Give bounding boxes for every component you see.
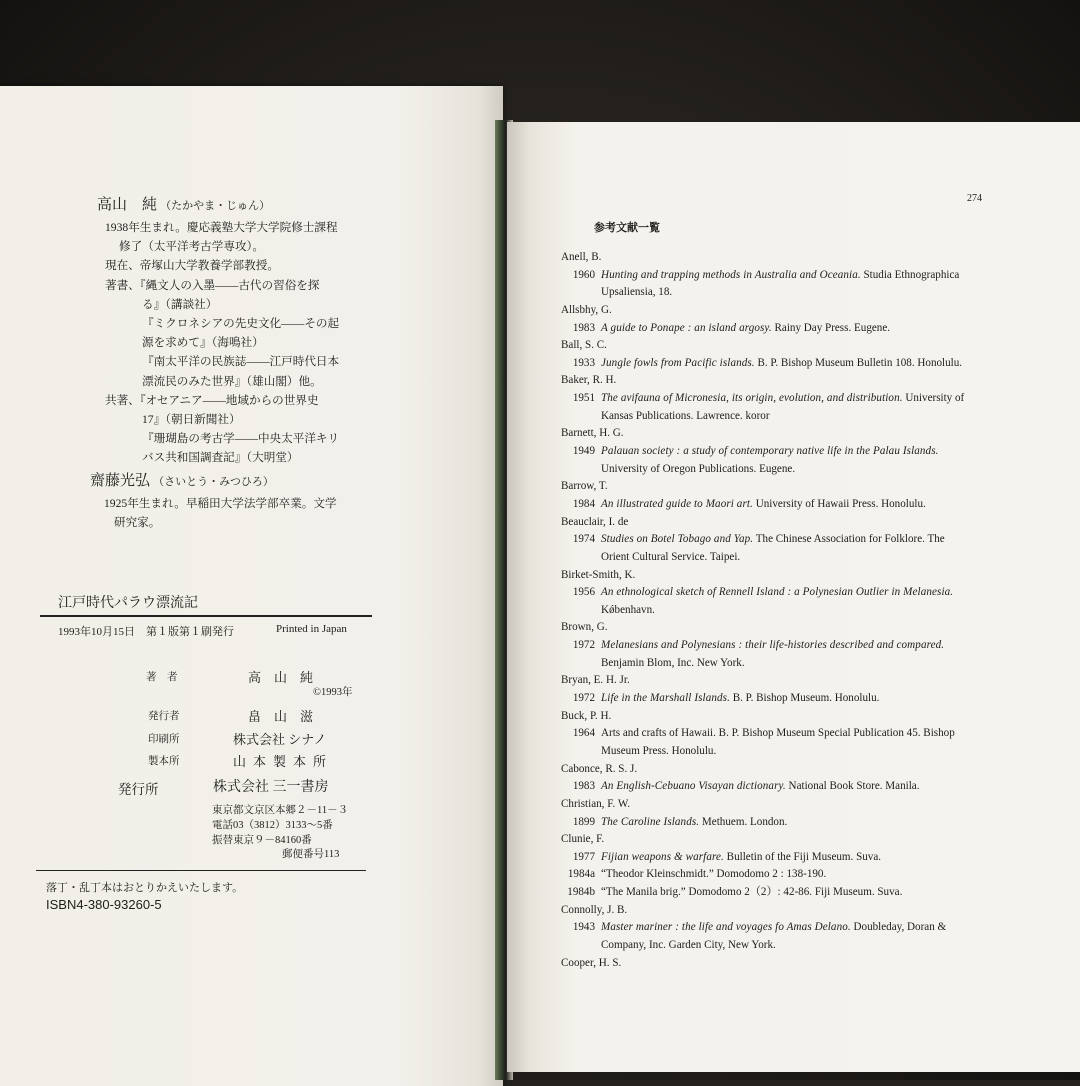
bibliography-year: 1984a (567, 868, 595, 881)
bibliography-publication: “Theodor Kleinschmidt.” Domodomo 2 : 138-190. (601, 868, 827, 881)
bibliography-year: 1984b (567, 886, 595, 899)
bibliography-text (601, 743, 716, 761)
bibliography-author: Bryan, E. H. Jr. (561, 674, 630, 687)
bibliography-ref-row (561, 602, 1001, 620)
bibliography-ref-row (561, 408, 1001, 426)
author2-name: 齋藤光弘 (90, 473, 151, 489)
bibliography-ref-row (561, 725, 1001, 743)
author1-heading (97, 193, 270, 214)
bibliography-author-row (561, 425, 1001, 443)
bio1-line: る』（講談社） (142, 297, 218, 311)
bibliography-text (601, 284, 672, 302)
title-rule (40, 615, 372, 617)
bibliography-author: Ball, S. C. (561, 339, 607, 352)
colophon-author: 高 山 純 (248, 670, 314, 685)
bibliography-text (601, 725, 955, 743)
phone: 電話03（3812）3133～5番 (212, 820, 333, 831)
house-label: 発行所 (118, 782, 159, 797)
isbn: ISBN4-380-93260-5 (46, 897, 162, 912)
bibliography-author-row (561, 831, 1001, 849)
bibliography-publication: B. P. Bishop Museum. Honolulu. (729, 692, 880, 705)
isbn-rule (36, 870, 366, 871)
bibliography-text (601, 690, 879, 708)
bibliography-author: Cabonce, R. S. J. (561, 762, 638, 775)
bibliography-text (601, 267, 959, 285)
binder-label: 製本所 (148, 756, 180, 767)
book-title: 江戸時代パラウ漂流記 (58, 595, 198, 611)
bibliography-text (601, 531, 945, 549)
bibliography-author: Clunie, F. (561, 833, 605, 846)
bibliography-author: Cooper, H. S. (561, 956, 622, 969)
author2-heading (90, 469, 274, 490)
bibliography-publication: The Chinese Association for Folklore. The (753, 533, 945, 546)
bibliography-year: 1972 (572, 639, 595, 652)
bibliography-ref-row (561, 355, 1001, 373)
bibliography-ref-row (561, 461, 1001, 479)
bibliography-author: Christian, F. W. (561, 797, 631, 810)
page-number: 274 (967, 193, 982, 204)
bibliography-author-row (561, 619, 1001, 637)
bibliography-ref-row (561, 443, 1001, 461)
colophon-publisher: 畠 山 滋 (248, 709, 314, 724)
bibliography-author-row (561, 249, 1001, 267)
bibliography-publication: Orient Cultural Service. Taipei. (601, 550, 741, 563)
bibliography-year: 1933 (572, 356, 595, 369)
author1-bio (105, 218, 345, 468)
colophon-binder: 山本製本所 (233, 754, 334, 769)
bibliography-text (601, 443, 938, 461)
bibliography-title: An ethnological sketch of Rennell Island : a Polynesian Outlier in Melanesia. (601, 586, 954, 599)
author2-kana: （さいとう・みつひろ） (153, 476, 274, 488)
bio1-line: 『珊瑚島の考古学――中央太平洋キリ (142, 432, 340, 446)
bibliography-year: 1983 (572, 780, 595, 793)
address: 東京都文京区本郷２－11－３ (212, 805, 349, 816)
bio1-line: 修了（太平洋考古学専攻）。 (119, 240, 264, 254)
bibliography-year: 1899 (572, 815, 595, 828)
bibliography-title: Palauan society : a study of contemporary native life in the Palau Islands. (601, 445, 939, 458)
bibliography-year: 1977 (572, 850, 595, 863)
bibliography-publication: Doubleday, Doran & (850, 921, 947, 934)
bio1-line: 『ミクロネシアの先史文化――その起 (142, 317, 340, 331)
bibliography-year: 1949 (572, 445, 595, 458)
bibliography-author-row (561, 478, 1001, 496)
bibliography-text (601, 919, 946, 937)
bibliography-text (601, 637, 944, 655)
bibliography-ref-row (561, 778, 1001, 796)
author1-kana: （たかやま・じゅん） (160, 200, 271, 212)
bibliography-text (601, 655, 745, 673)
bio1-line: 源を求めて』（海鳴社） (142, 336, 264, 350)
bibliography-author: Birket-Smith, K. (561, 568, 636, 581)
bibliography-text (601, 355, 962, 373)
bibliography-publication: Methuem. London. (699, 815, 788, 828)
bio1-line: 1938年生まれ。慶応義塾大学大学院修士課程 (105, 221, 338, 234)
bio1-line: 『南太平洋の民族誌――江戸時代日本 (142, 355, 340, 369)
bibliography-author-row (561, 708, 1001, 726)
bibliography-ref-row (561, 637, 1001, 655)
bibliography-ref-row (561, 284, 1001, 302)
bibliography-publication: National Book Store. Manila. (785, 780, 920, 793)
bibliography-author: Barrow, T. (561, 480, 608, 493)
bibliography-text (601, 461, 795, 479)
bibliography-author: Allsbhy, G. (561, 303, 612, 316)
bibliography-year: 1984 (572, 497, 595, 510)
bibliography-author: Anell, B. (561, 251, 602, 263)
bibliography-ref-row (561, 531, 1001, 549)
bibliography-ref-row (561, 655, 1001, 673)
bibliography-author-row (561, 567, 1001, 585)
bibliography-title: Master mariner : the life and voyages fo Amas Delano. (601, 921, 851, 934)
bibliography-title: An English-Cebuano Visayan dictionary. (601, 780, 786, 793)
author1-name: 高山 純 (97, 197, 158, 213)
bibliography-ref-row (561, 584, 1001, 602)
bibliography-publication: B. P. Bishop Museum Bulletin 108. Honolulu. (754, 356, 963, 369)
bibliography-publication: Kǿbenhavn. (601, 603, 655, 616)
bibliography-text (601, 884, 902, 902)
bibliography-publication: Rainy Day Press. Eugene. (771, 321, 891, 334)
bibliography-ref-row (561, 743, 1001, 761)
bibliography-author: Barnett, H. G. (561, 427, 624, 440)
bibliography-publication: Arts and crafts of Hawaii. B. P. Bishop Museum Special Publication 45. Bishop (601, 727, 955, 740)
bibliography-publication: Company, Inc. Garden City, New York. (601, 938, 776, 951)
bibliography-author-row (561, 796, 1001, 814)
bibliography-author: Baker, R. H. (561, 374, 617, 387)
bibliography-title: Fijian weapons & warfare. (601, 850, 724, 863)
bibliography-title: An illustrated guide to Maori art. (601, 497, 753, 510)
replacement-notice: 落丁・乱丁本はおとりかえいたします。 (46, 882, 244, 894)
bibliography-title: The Caroline Islands. (601, 815, 700, 828)
bibliography-publication: University of Oregon Publications. Eugene. (601, 462, 796, 475)
bibliography-author-row (561, 761, 1001, 779)
bibliography-title: Hunting and trapping methods in Australia and Oceania. (601, 268, 861, 281)
colophon-house: 株式会社 三一書房 (213, 780, 329, 795)
bibliography-year: 1951 (572, 392, 595, 405)
author2-bio (104, 494, 337, 532)
bio2-line: 1925年生まれ。早稲田大学法学部卒業。文学 (104, 497, 337, 510)
bibliography-publication: Bulletin of the Fiji Museum. Suva. (723, 850, 882, 863)
bibliography-author-row (561, 955, 1001, 973)
bibliography-year: 1956 (572, 586, 595, 599)
bio1-line: 現在、帝塚山大学教養学部教授。 (105, 259, 279, 273)
bibliography-title: Life in the Marshall Islands. (601, 692, 730, 705)
bibliography-author-row (561, 902, 1001, 920)
transfer-account: 振替東京９－84160番 (212, 835, 312, 846)
bibliography-ref-row (561, 814, 1001, 832)
bibliography-title: The avifauna of Micronesia, its origin, evolution, and distribution. (601, 392, 903, 405)
bibliography-publication: University of Hawaii Press. Honolulu. (752, 497, 926, 510)
bibliography-publication: “The Manila brig.” Domodomo 2（2）: 42-86. Fiji Museum. Suva. (601, 886, 903, 899)
bibliography-publication: Museum Press. Honolulu. (601, 744, 717, 757)
bibliography-year: 1960 (572, 268, 595, 281)
colophon-printer: 株式会社 シナノ (233, 732, 327, 747)
bio1-line: バス共和国調査記』（大明堂） (142, 451, 299, 465)
bibliography-text (601, 390, 964, 408)
postal-code: 郵便番号113 (282, 849, 340, 860)
bibliography-year: 1983 (572, 321, 595, 334)
bibliography-ref-row (561, 267, 1001, 285)
bibliography-list (561, 249, 1001, 972)
bibliography-text (601, 866, 826, 884)
bibliography-author-row (561, 514, 1001, 532)
bio1-line: 共著、『オセアニア――地域からの世界史 (105, 393, 319, 407)
bibliography-author: Buck, P. H. (561, 709, 612, 722)
bio2-line: 研究家。 (114, 516, 161, 529)
bibliography-text (601, 549, 740, 567)
printed-in-japan: Printed in Japan (276, 623, 347, 635)
copyright: ©1993年 (313, 687, 353, 698)
bibliography-ref-row (561, 320, 1001, 338)
printer-label: 印刷所 (148, 734, 180, 745)
bio1-line: 17』（朝日新聞社） (142, 413, 241, 427)
bio1-line: 著書、『縄文人の入墨――古代の習俗を探 (105, 278, 320, 292)
bibliography-ref-row (561, 690, 1001, 708)
bibliography-year: 1964 (572, 727, 595, 740)
bibliography-ref-row (561, 866, 1001, 884)
bibliography-text (601, 584, 953, 602)
bibliography-author-row (561, 337, 1001, 355)
bibliography-author-row (561, 372, 1001, 390)
bibliography-title: A guide to Ponape : an island argosy. (601, 321, 772, 334)
author-label: 著 者 (146, 672, 178, 683)
bibliography-ref-row (561, 496, 1001, 514)
bibliography-text (601, 496, 926, 514)
bibliography-text (601, 814, 787, 832)
bibliography-title: Jungle fowls from Pacific islands. (601, 356, 755, 369)
bibliography-text (601, 602, 655, 620)
bibliography-ref-row (561, 919, 1001, 937)
bibliography-text (601, 408, 770, 426)
bibliography-ref-row (561, 884, 1001, 902)
bibliography-text (601, 320, 890, 338)
bibliography-author: Beauclair, I. de (561, 515, 629, 528)
bibliography-author: Brown, G. (561, 621, 608, 634)
bibliography-publication: Studia Ethnographica (860, 268, 960, 281)
bibliography-year: 1974 (572, 533, 595, 546)
bibliography-ref-row (561, 937, 1001, 955)
bibliography-publication: Upsaliensia, 18. (601, 286, 673, 299)
bibliography-title: Melanesians and Polynesians : their life-histories described and compared. (601, 639, 945, 652)
bibliography-publication: Benjamin Blom, Inc. New York. (601, 656, 745, 669)
bibliography-author: Connolly, J. B. (561, 903, 628, 916)
bibliography-heading: 参考文献一覧 (594, 221, 660, 234)
bibliography-text (601, 849, 881, 867)
bibliography-publication: Kansas Publications. Lawrence. koror (601, 409, 770, 422)
bibliography-author-row (561, 302, 1001, 320)
bibliography-publication: University of (902, 392, 965, 405)
publisher-label: 発行者 (148, 711, 180, 722)
bibliography-ref-row (561, 849, 1001, 867)
bibliography-year: 1943 (572, 921, 595, 934)
bibliography-year: 1972 (572, 692, 595, 705)
bibliography-ref-row (561, 549, 1001, 567)
bibliography-text (601, 778, 920, 796)
bibliography-author-row (561, 672, 1001, 690)
bibliography-ref-row (561, 390, 1001, 408)
bibliography-title: Studies on Botel Tobago and Yap. (601, 533, 754, 546)
bio1-line: 漂流民のみた世界』（雄山閣）他。 (142, 374, 322, 388)
edition-line: 1993年10月15日 第１版第１刷発行 (58, 626, 234, 638)
bibliography-text (601, 937, 776, 955)
